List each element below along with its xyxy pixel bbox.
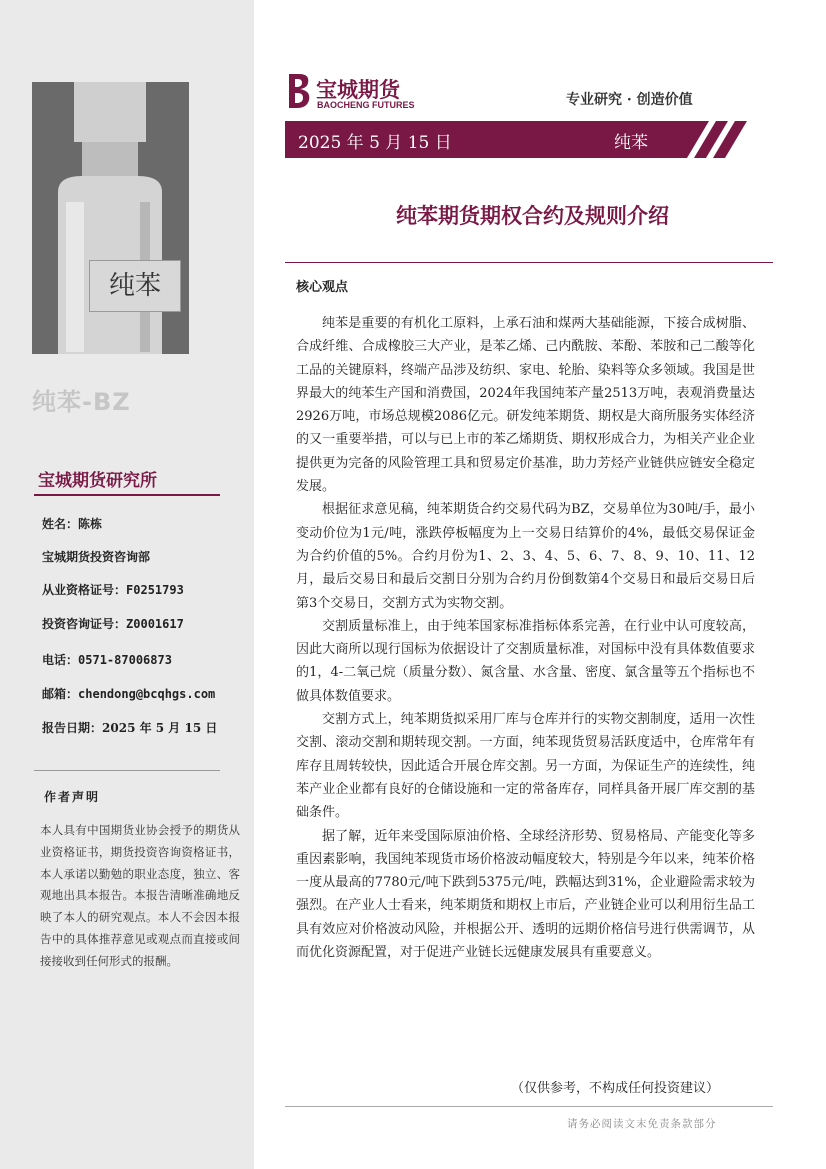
logo-text-en: BAOCHENG FUTURES bbox=[317, 100, 415, 110]
bottle-icon bbox=[54, 82, 166, 354]
header-date: 2025 年 5 月 15 日 bbox=[298, 133, 452, 153]
divider bbox=[285, 1106, 773, 1107]
report-date bbox=[42, 719, 217, 736]
qualification-label: 从业资格证号： bbox=[42, 583, 127, 597]
report-date-value: 2025 年 5 月 15 日 bbox=[102, 721, 218, 735]
paragraph: 根据征求意见稿，纯苯期货合约交易代码为BZ，交易单位为30吨/手，最小变动价位为1元/吨，涨跌停板幅度为上一交易日结算价的4%，最低交易保证金为合约价值的5%。合约月份为1、2、3、4、5、6、7、8、9、10、11、12月，最后交易日和最后交割日分别为合约月份倒数第4个交易日和最后交易日后第3个交易日，交割方式为实物交割。 bbox=[296, 502, 755, 611]
product-code: 纯苯-BZ bbox=[32, 388, 131, 416]
footer-text: 请务必阅读文末免责条款部分 bbox=[567, 1118, 717, 1130]
consult-label: 投资咨询证号： bbox=[42, 617, 127, 631]
institute-name: 宝城期货研究所 bbox=[38, 471, 157, 491]
consult-value: Z0001617 bbox=[126, 617, 184, 631]
consult-number bbox=[42, 615, 184, 632]
divider bbox=[285, 262, 773, 263]
email bbox=[42, 685, 215, 702]
product-photo bbox=[32, 82, 189, 354]
phone bbox=[42, 651, 172, 668]
logo-mark-icon bbox=[286, 72, 312, 110]
bottle-label: 纯苯 bbox=[89, 260, 181, 312]
analyst-name-label: 姓名： bbox=[42, 517, 79, 531]
phone-value: 0571-87006873 bbox=[78, 653, 172, 667]
analyst-name-value: 陈栋 bbox=[78, 517, 103, 531]
logo-text-cn: 宝城期货 bbox=[316, 78, 400, 102]
disclaimer-title: 作者声明 bbox=[44, 790, 101, 804]
divider bbox=[34, 494, 220, 496]
paragraph: 纯苯是重要的有机化工原料，上承石油和煤两大基础能源，下接合成树脂、合成纤维、合成橡胶三大产业，是苯乙烯、己内酰胺、苯酚、苯胺和己二酸等化工品的关键原料，终端产品涉及纺织、家电、轮胎、染料等众多领域。我国是世界最大的纯苯生产国和消费国，2024年我国纯苯产量2513万吨，表观消费量达2926万吨，市场总规模2086亿元。研发纯苯期货、期权是大商所服务实体经济的又一重要举措，可以与已上市的苯乙烯期货、期权形成合力，为相关产业企业提供更为完备的风险管理工具和贸易定价基准，助力芳烃产业链供应链安全稳定发展。 bbox=[296, 316, 755, 495]
report-date-label: 报告日期： bbox=[42, 721, 103, 735]
analyst-dept: 宝城期货投资咨询部 bbox=[42, 550, 151, 564]
paragraph: 交割方式上，纯苯期货拟采用厂库与仓库并行的实物交割制度，适用一次性交割、滚动交割和期转现交割。一方面，纯苯现货贸易活跃度适中，仓库常年有库存且周转较快，因此适合开展仓库交割。另一方面，为保证生产的连续性，纯苯产业企业都有良好的仓储设施和一定的常备库存，同样具备开展厂库交割的基础条件。 bbox=[296, 712, 755, 821]
email-value[interactable]: chendong@bcqhgs.com bbox=[78, 687, 216, 701]
document-title: 纯苯期货期权合约及规则介绍 bbox=[396, 204, 669, 228]
divider bbox=[34, 770, 220, 771]
header-topic: 纯苯 bbox=[614, 133, 648, 153]
analyst-name bbox=[42, 515, 102, 532]
body-text bbox=[296, 312, 755, 964]
disclaimer-body: 本人具有中国期货业协会授予的期货从业资格证书，期货投资咨询资格证书，本人承诺以勤勉的职业态度，独立、客观地出具本报告。本报告清晰准确地反映了本人的研究观点。本人不会因本报告中的具体推荐意见或观点而直接或间接接收到任何形式的报酬。 bbox=[40, 823, 240, 968]
qualification-value: F0251793 bbox=[126, 583, 184, 597]
phone-label: 电话： bbox=[42, 653, 79, 667]
qualification-number bbox=[42, 581, 184, 598]
section-title: 核心观点 bbox=[296, 280, 349, 295]
paragraph: 交割质量标准上，由于纯苯国家标准指标体系完善，在行业中认可度较高，因此大商所以现行国标为依据设计了交割质量标准，对国标中没有具体数值要求的1，4-二氧己烷（质量分数）、氮含量、水含量、密度、氯含量等五个指标也不做具体数值要求。 bbox=[296, 618, 755, 704]
paragraph: 据了解，近年来受国际原油价格、全球经济形势、贸易格局、产能变化等多重因素影响，我国纯苯现货市场价格波动幅度较大，特别是今年以来，纯苯价格一度从最高的7780元/吨下跌到5375元/吨，跌幅达到31%，企业避险需求较为强烈。在产业人士看来，纯苯期货和期权上市后，产业链企业可以利用衍生品工具有效应对价格波动风险，并根据公开、透明的远期价格信号进行供需调节，从而优化资源配置，对于促进产业链长远健康发展具有重要意义。 bbox=[296, 828, 755, 961]
disclaimer-note: （仅供参考，不构成任何投资建议） bbox=[511, 1081, 720, 1096]
email-label: 邮箱： bbox=[42, 687, 79, 701]
slogan: 专业研究 · 创造价值 bbox=[566, 92, 693, 108]
